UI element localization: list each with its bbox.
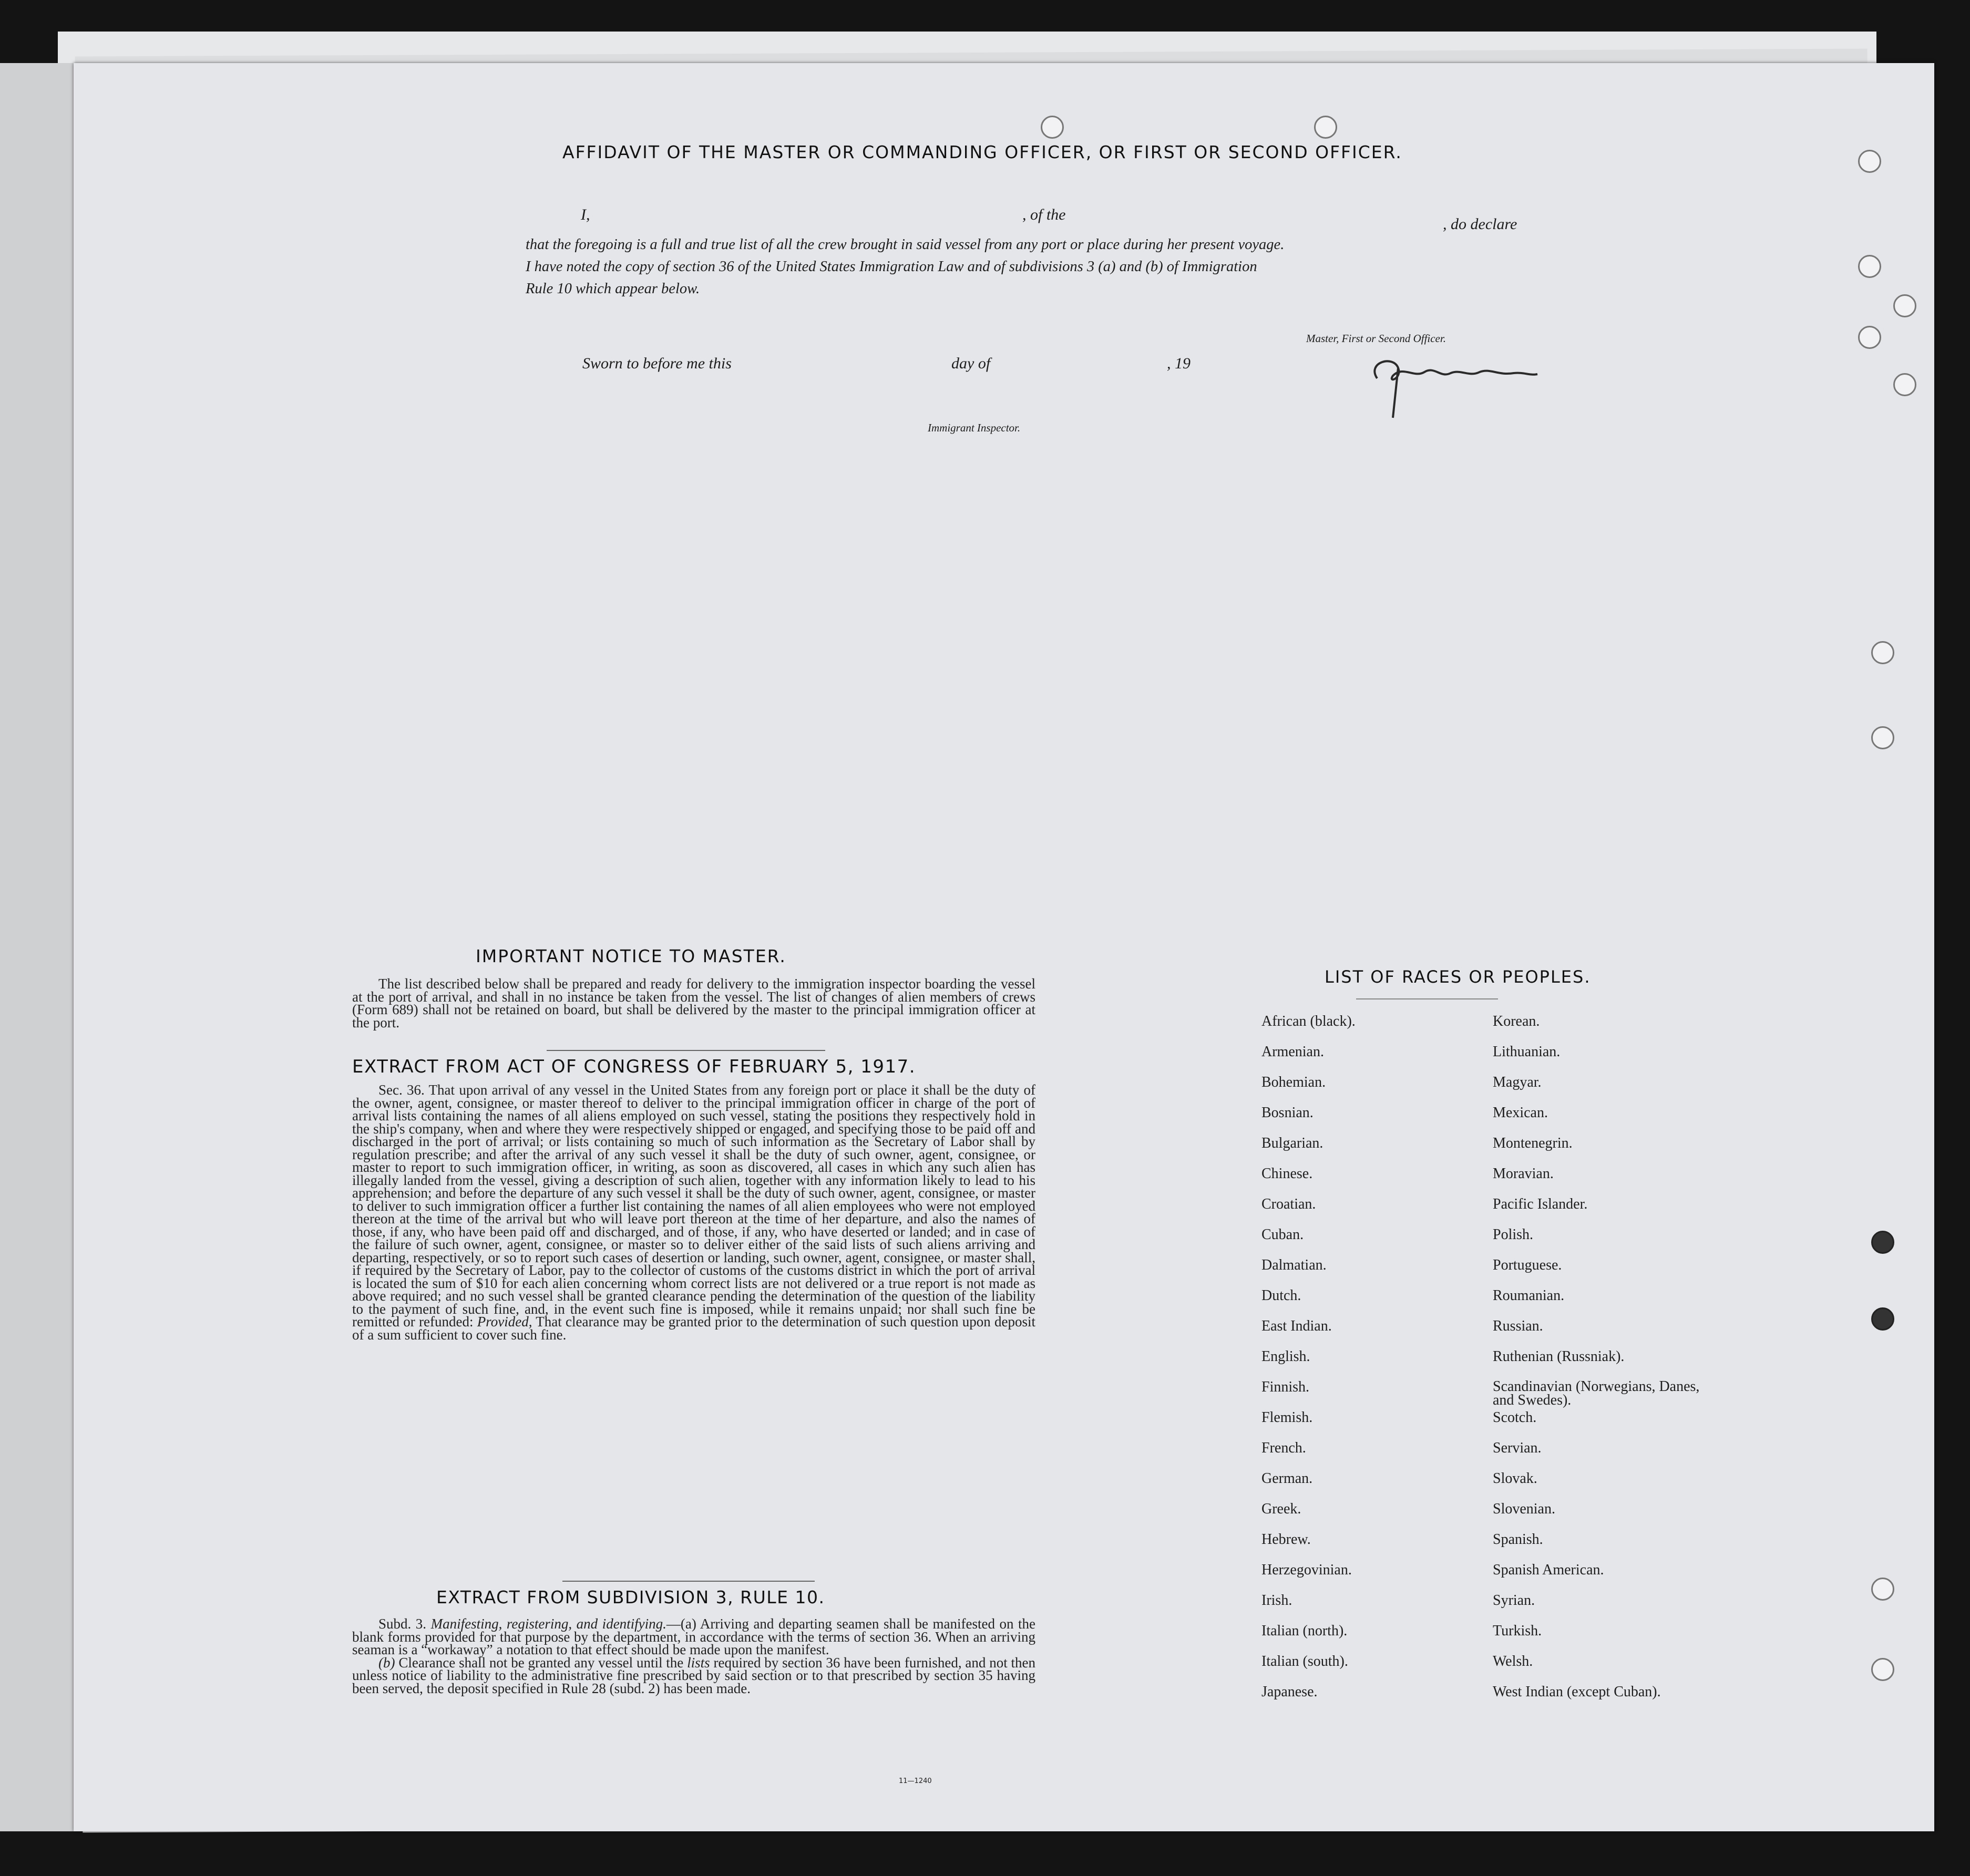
day-of-text: day of (951, 355, 991, 372)
race-item: Hebrew. (1261, 1531, 1311, 1548)
rule-part-b (352, 1656, 1035, 1695)
affidavit-line-2: that the foregoing is a full and true list of all the crew brought in said vessel from any port or place during her present voyage. (526, 236, 1285, 253)
punch-hole (1893, 373, 1916, 396)
race-item: Pacific Islander. (1493, 1196, 1588, 1212)
race-item: Moravian. (1493, 1166, 1554, 1182)
punch-hole (1871, 1658, 1894, 1681)
signer-label: Master, First or Second Officer. (1306, 332, 1446, 345)
race-item: Mexican. (1493, 1105, 1548, 1121)
affidavit-title: AFFIDAVIT OF THE MASTER OR COMMANDING OFFICER, OR FIRST OR SECOND OFFICER. (562, 142, 1402, 162)
affidavit-line-4: Rule 10 which appear below. (526, 281, 700, 297)
race-item: French. (1261, 1440, 1306, 1456)
race-item: Servian. (1493, 1440, 1542, 1456)
race-item: Russian. (1493, 1318, 1543, 1334)
act-section-label: Sec. 36. (378, 1082, 425, 1098)
affidavit-of-the: , of the (1022, 206, 1066, 223)
race-item: Syrian. (1493, 1592, 1535, 1609)
race-item: Dutch. (1261, 1287, 1301, 1304)
act-title: EXTRACT FROM ACT OF CONGRESS OF FEBRUARY 5, 1917. (352, 1056, 916, 1077)
act-body-end: That clearance may be granted prior to the determination of such question upon deposit of a sum sufficient to cover such fine. (352, 1314, 1036, 1343)
race-item: Spanish. (1493, 1531, 1543, 1548)
act-proviso: Provided, (477, 1314, 532, 1329)
rule-title: EXTRACT FROM SUBDIVISION 3, RULE 10. (436, 1587, 825, 1607)
notice-title: IMPORTANT NOTICE TO MASTER. (476, 946, 786, 966)
race-item: Scotch. (1493, 1409, 1537, 1426)
rule-part-a-text: —(a) Arriving and departing seamen shall be manifested on the blank forms provided for that purpose by the department, in accordance with the terms of section 36. When an arriving seaman is a “workaway” a notation to that effect should be made upon the manifest. (352, 1616, 1035, 1657)
race-item: East Indian. (1261, 1318, 1332, 1334)
affidavit-do-declare: , do declare (1443, 215, 1517, 233)
punch-hole (1871, 1307, 1894, 1331)
act-body: That upon arrival of any vessel in the United States from any foreign port or place it shall be the duty of the owner, agent, consignee, or master thereof to deliver to the principal immigration officer in charge of the port of arrival lists containing the names of all aliens employed on such vessel, stating the positions they respectively hold in the ship's company, when and where they were respectively shipped or engaged, and specifying those to be paid off and discharged in the port of arrival; or lists containing so much of such information as the Secretary of Labor shall by regulation prescribe; and after the arrival of any such vessel it shall be the duty of such owner, agent, consignee, or master to report to such immigration officer, in writing, as soon as discovered, all cases in which any such alien has illegally landed from the vessel, giving a description of such alien, together with any information likely to lead to his apprehension; and before the departure of any such vessel it shall be the duty of such owner, agent, consignee, or master to deliver to such immigration officer a further list containing the names of all alien employees who were not employed thereon at the time of the arrival but who will leave port thereon at the time of her departure, and also the names of those, if any, who have been paid off and discharged, and of those, if any, who have deserted or landed; and in case of the failure of such owner, agent, consignee, or master so to deliver either of the said lists of such aliens arriving and departing, respectively, or so to report such cases of desertion or landing, such owner, agent, consignee, or master shall, if required by the Secretary of Labor, pay to the collector of customs of the customs district in which the port of arrival is located the sum of $10 for each alien concerning whom correct lists are not delivered or a true report is not made as above required; and no such vessel shall be granted clearance pending the determination of the question of the liability to the payment of such fine, and, in the event such fine is imposed, while it remains unpaid; nor shall such fine be remitted or refunded: (352, 1082, 1035, 1329)
inspector-label: Immigrant Inspector. (928, 421, 1021, 434)
races-column-1 (1261, 1014, 1356, 1715)
rule-part-a (352, 1617, 1035, 1656)
notice-text: The list described below shall be prepared and ready for delivery to the immigration inspector boarding the vessel at the port of arrival, and shall in no instance be taken from the vessel. The list of changes of alien members of crews (Form 689) shall not be retained on board, but shall be delivered by the master to the principal immigration officer at the port. (352, 976, 1035, 1030)
races-title: LIST OF RACES OR PEOPLES. (1325, 967, 1591, 987)
year-text: , 19 (1167, 355, 1191, 372)
divider (562, 1581, 815, 1582)
punch-hole (1871, 641, 1894, 664)
race-item: Finnish. (1261, 1379, 1310, 1395)
punch-hole (1871, 726, 1894, 749)
race-item: Italian (south). (1261, 1653, 1348, 1669)
punch-hole (1893, 294, 1916, 317)
race-item: Dalmatian. (1261, 1257, 1327, 1273)
race-item: Bosnian. (1261, 1105, 1314, 1121)
race-item: English. (1261, 1348, 1310, 1365)
race-item: Croatian. (1261, 1196, 1316, 1212)
race-item: Korean. (1493, 1013, 1540, 1029)
punch-hole (1871, 1231, 1894, 1254)
form-number: 11—1240 (899, 1777, 932, 1785)
rule-part-b-text-2: required by section 36 have been furnished, and not then unless notice of liability to the administrative fine prescribed by said section or to that prescribed by section 35 having been served, the deposit specified in Rule 28 (subd. 2) has been made. (352, 1654, 1036, 1696)
race-item: Armenian. (1261, 1044, 1324, 1060)
race-item: Welsh. (1493, 1653, 1533, 1669)
act-text (352, 1084, 1035, 1341)
adjacent-page-strip (0, 63, 74, 1831)
race-item: Turkish. (1493, 1623, 1542, 1639)
punch-hole (1858, 150, 1881, 173)
race-item: Roumanian. (1493, 1287, 1565, 1304)
race-item: Spanish American. (1493, 1562, 1604, 1578)
race-item: Scandinavian (Norwegians, Danes, and Swedes). (1493, 1378, 1700, 1408)
document-page (74, 63, 1934, 1831)
rule-part-b-label: (b) (378, 1654, 395, 1671)
race-item: Magyar. (1493, 1074, 1542, 1090)
affidavit-line-3: I have noted the copy of section 36 of the United States Immigration Law and of subdivisions 3 (a) and (b) of Immigration (526, 259, 1257, 275)
punch-hole (1871, 1578, 1894, 1601)
race-item: Flemish. (1261, 1409, 1313, 1426)
divider (1356, 998, 1498, 999)
handwritten-signature (1356, 347, 1545, 420)
race-item: Slovenian. (1493, 1501, 1555, 1517)
rule-part-b-lists: lists (687, 1654, 710, 1671)
race-item: Japanese. (1261, 1684, 1318, 1700)
race-item: Slovak. (1493, 1470, 1537, 1487)
race-item: Bulgarian. (1261, 1135, 1323, 1151)
punch-hole (1858, 255, 1881, 278)
affidavit-i: I, (581, 206, 590, 223)
races-column-2 (1493, 1014, 1703, 1715)
rule-text (352, 1617, 1035, 1695)
race-item: Polish. (1493, 1226, 1534, 1243)
rule-part-b-text-1: Clearance shall not be granted any vessel until the (398, 1654, 684, 1671)
race-item: Irish. (1261, 1592, 1292, 1609)
sworn-text: Sworn to before me this (582, 355, 732, 372)
punch-hole (1041, 116, 1064, 139)
race-item: Chinese. (1261, 1166, 1313, 1182)
race-item: Montenegrin. (1493, 1135, 1573, 1151)
punch-hole (1858, 326, 1881, 349)
race-item: Italian (north). (1261, 1623, 1348, 1639)
rule-subd-heading: Manifesting, registering, and identifying. (430, 1616, 666, 1632)
race-item: German. (1261, 1470, 1313, 1487)
rule-subd-label: Subd. 3. (378, 1616, 427, 1632)
race-item: Ruthenian (Russniak). (1493, 1348, 1625, 1365)
punch-hole (1314, 116, 1337, 139)
race-item: Bohemian. (1261, 1074, 1326, 1090)
divider (547, 1050, 825, 1051)
race-item: Herzegovinian. (1261, 1562, 1352, 1578)
race-item: West Indian (except Cuban). (1493, 1684, 1661, 1700)
race-item: Portuguese. (1493, 1257, 1562, 1273)
race-item: Cuban. (1261, 1226, 1304, 1243)
race-item: African (black). (1261, 1013, 1356, 1029)
race-item: Lithuanian. (1493, 1044, 1561, 1060)
race-item: Greek. (1261, 1501, 1301, 1517)
